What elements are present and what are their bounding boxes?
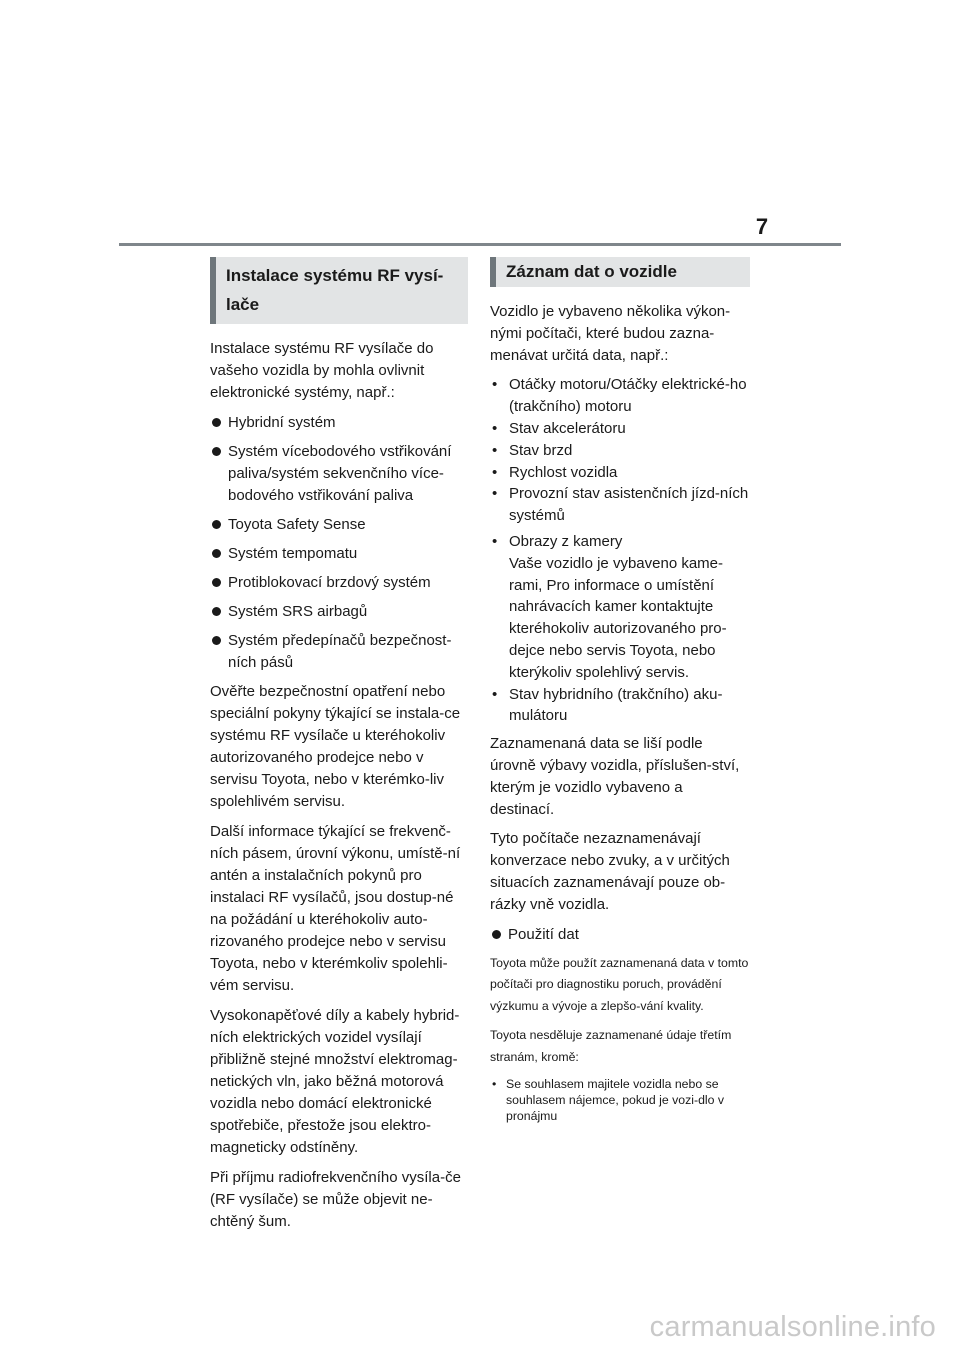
list-item: Systém SRS airbagů bbox=[210, 601, 468, 623]
header-rule bbox=[119, 243, 841, 246]
list-item: • Provozní stav asistenčních jízd-ních systémů bbox=[490, 483, 750, 527]
paragraph: Při příjmu radiofrekvenčního vysíla-če (RF vysílače) se může objevit ne-chtěný šum. bbox=[210, 1169, 461, 1230]
watermark: carmanualsonline.info bbox=[649, 1311, 936, 1343]
paragraph: Další informace týkající se frekvenč-ních pásem, úrovní výkonu, umístě-ní antén a instalačních pokynů pro instalaci RF vysílačů, jsou dostup-né na požádání u kteréhokoliv auto-rizovaného prodejce nebo v servisu Toyota, nebo v kterémkoliv spolehli-vém servisu. bbox=[210, 823, 461, 994]
left-intro: Instalace systému RF vysílače do vašeho vozidla by mohla ovlivnit elektronické systémy, např.: bbox=[210, 340, 434, 401]
paragraph: Zaznamenaná data se liší podle úrovně výbavy vozidla, příslušen-ství, kterým je vozidlo vybaveno a destinací. bbox=[490, 735, 740, 818]
section-heading-rf-transmitter: Instalace systému RF vysí-lače bbox=[210, 257, 468, 324]
page-number: 7 bbox=[755, 214, 769, 239]
camera-note: Vaše vozidlo je vybaveno kame-rami, Pro informace o umístění nahrávacích kamer kontaktujte kteréhokoliv autorizovaného pro-dejce nebo servis Toyota, nebo kterýkoliv spolehlivý servis. bbox=[509, 554, 727, 681]
usage-text: Toyota může použít zaznamenaná data v tomto počítači pro diagnostiku poruch, provádění výzkumu a vývoje a zlepšo-vání kvality. bbox=[490, 955, 749, 1014]
list-item: Systém vícebodového vstřikování paliva/systém sekvenčního více-bodového vstřikování paliva bbox=[210, 441, 468, 507]
list-item: • Stav akcelerátoru bbox=[490, 418, 750, 440]
list-item: • Se souhlasem majitele vozidla nebo se souhlasem nájemce, pokud je vozi-dlo v pronájmu bbox=[490, 1076, 750, 1124]
usage-heading-list bbox=[490, 924, 750, 946]
usage-text: Toyota nesděluje zaznamenané údaje třetím stranám, kromě: bbox=[490, 1027, 732, 1064]
paragraph: Tyto počítače nezaznamenávají konverzace nebo zvuky, a v určitých situacích zaznamenávají pouze ob-rázky vně vozidla. bbox=[490, 830, 730, 913]
paragraph: Vysokonapěťové díly a kabely hybrid-ních elektrických vozidel vysílají přibližně stejné množství elektromag-netických vln, jako běžná motorová vozidla nebo domácí elektronické spotřebiče, přestože jsou elektro-magneticky odstíněny. bbox=[210, 1007, 460, 1156]
list-item: • Rychlost vozidla bbox=[490, 462, 750, 484]
camera-item-label: • Obrazy z kamery bbox=[509, 532, 623, 550]
section-heading-data-recording: Záznam dat o vozidle bbox=[490, 257, 750, 287]
recorded-data-list bbox=[490, 374, 750, 727]
right-column bbox=[490, 257, 750, 1124]
list-item: Protiblokovací brzdový systém bbox=[210, 572, 468, 594]
paragraph: Ověřte bezpečnostní opatření nebo speciální pokyny týkající se instala-ce systému RF vysílače u kteréhokoliv autorizovaného prodejce nebo v servisu Toyota, nebo v kterémko-liv spolehlivém servisu. bbox=[210, 683, 461, 810]
usage-heading: Použití dat bbox=[490, 924, 750, 946]
left-column bbox=[210, 257, 468, 1241]
affected-systems-list bbox=[210, 412, 468, 674]
list-item: Hybridní systém bbox=[210, 412, 468, 434]
list-item: Systém tempomatu bbox=[210, 543, 468, 565]
list-item: • Stav brzd bbox=[490, 440, 750, 462]
list-item: Toyota Safety Sense bbox=[210, 514, 468, 536]
list-item: • Otáčky motoru/Otáčky elektrické-ho (trakčního) motoru bbox=[490, 374, 750, 418]
list-item: • Stav hybridního (trakčního) aku-mulátoru bbox=[490, 684, 750, 728]
disclosure-exceptions-list bbox=[490, 1076, 750, 1124]
list-item: Systém předepínačů bezpečnost-ních pásů bbox=[210, 630, 468, 674]
right-intro: Vozidlo je vybaveno několika výkon-nými počítači, které budou zazna-menávat určitá data, např.: bbox=[490, 303, 731, 364]
list-item-camera bbox=[490, 531, 750, 684]
